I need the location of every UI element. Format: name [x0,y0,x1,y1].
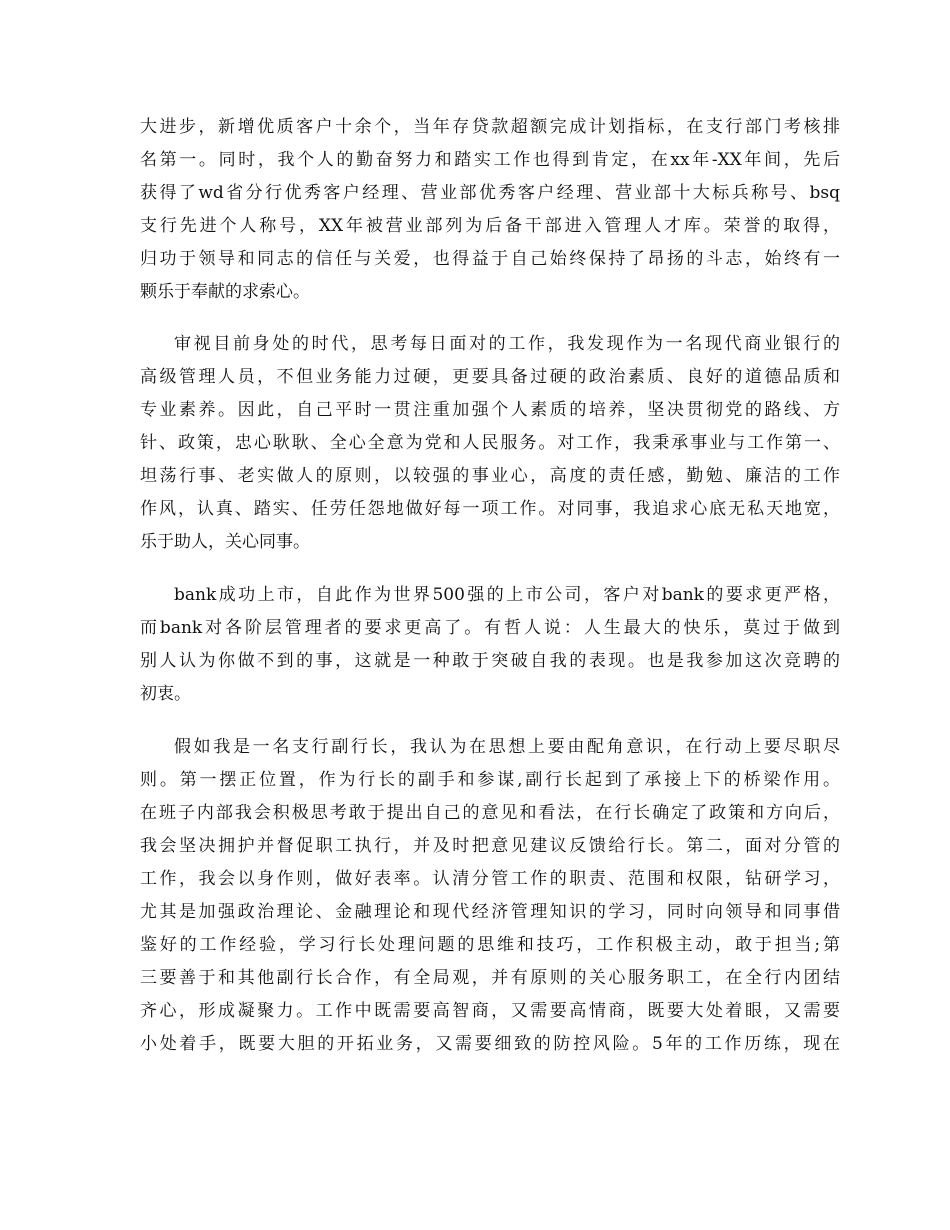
text-line: 大进步，新增优质客户十余个，当年存贷款超额完成计划指标，在支行部门考核排 [140,117,840,137]
text-line: 我会坚决拥护并督促职工执行，并及时把意见建议反馈给行长。第二，面对分管的 [140,836,840,856]
text-line: 坦荡行事、老实做人的原则，以较强的事业心，高度的责任感，勤勉、廉洁的工作 [140,466,840,486]
text-line: 初衷。 [140,684,191,704]
text-line: 获得了wd省分行优秀客户经理、营业部优秀客户经理、营业部十大标兵称号、bsq [140,183,840,203]
text-line: 鉴好的工作经验，学习行长处理问题的思维和技巧，工作积极主动，敢于担当;第 [140,935,840,955]
text-line: 而bank对各阶层管理者的要求更高了。有哲人说：人生最大的快乐，莫过于做到 [140,618,840,638]
text-line: 高级管理人员，不但业务能力过硬，更要具备过硬的政治素质、良好的道德品质和 [140,367,840,387]
text-line: 颗乐于奉献的求索心。 [140,282,310,302]
text-line: 名第一。同时，我个人的勤奋努力和踏实工作也得到肯定，在xx年-XX年间，先后 [140,150,840,170]
paragraph-first-line: 假如我是一名支行副行长，我认为在思想上要由配角意识，在行动上要尽职尽 [174,737,840,757]
text-line: 专业素养。因此，自己平时一贯注重加强个人素质的培养，坚决贯彻党的路线、方 [140,400,840,420]
text-line: 尤其是加强政治理论、金融理论和现代经济管理知识的学习，同时向领导和同事借 [140,902,840,922]
text-line: 乐于助人，关心同事。 [140,532,310,552]
text-line: 归功于领导和同志的信任与关爱，也得益于自己始终保持了昂扬的斗志，始终有一 [140,249,840,269]
paragraph-first-line: 审视目前身处的时代，思考每日面对的工作，我发现作为一名现代商业银行的 [174,334,840,354]
text-line: 针、政策，忠心耿耿、全心全意为党和人民服务。对工作，我秉承事业与工作第一、 [140,433,840,453]
text-line: 三要善于和其他副行长合作，有全局观，并有原则的关心服务职工，在全行内团结 [140,968,840,988]
text-line: 齐心，形成凝聚力。工作中既需要高智商，又需要高情商，既要大处着眼，又需要 [140,1001,840,1021]
text-line: 则。第一摆正位置，作为行长的副手和参谋,副行长起到了承接上下的桥梁作用。 [140,770,840,790]
text-line: 在班子内部我会积极思考敢于提出自己的意见和看法，在行长确定了政策和方向后， [140,803,840,823]
text-line: 小处着手，既要大胆的开拓业务，又需要细致的防控风险。5年的工作历练，现在 [140,1034,840,1054]
text-line: 工作，我会以身作则，做好表率。认清分管工作的职责、范围和权限，钻研学习， [140,869,840,889]
text-line: 支行先进个人称号，XX年被营业部列为后备干部进入管理人才库。荣誉的取得， [140,216,840,236]
paragraph-first-line: bank成功上市，自此作为世界500强的上市公司，客户对bank的要求更严格， [174,585,840,605]
text-line: 作风，认真、踏实、任劳任怨地做好每一项工作。对同事，我追求心底无私天地宽， [140,499,840,519]
text-line: 别人认为你做不到的事，这就是一种敢于突破自我的表现。也是我参加这次竞聘的 [140,651,840,671]
